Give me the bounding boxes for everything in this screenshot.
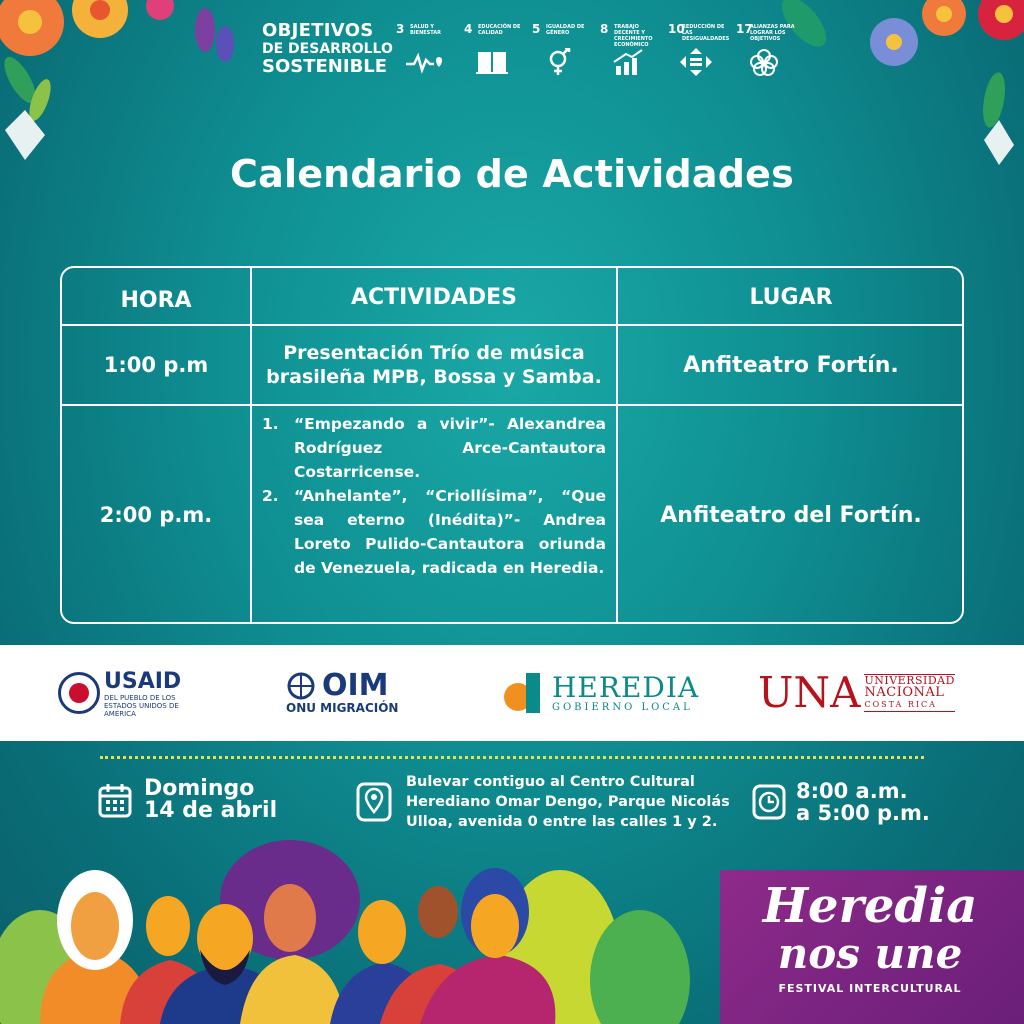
hours-line2: a 5:00 p.m. <box>796 801 930 825</box>
usaid-sub: DEL PUEBLO DE LOS ESTADOS UNIDOS DE AMÉRICA <box>104 693 179 718</box>
list-item <box>262 484 606 580</box>
date-info <box>98 778 277 822</box>
una-sub1: UNIVERSIDAD <box>864 674 955 687</box>
heartbeat-icon <box>404 48 444 76</box>
dotted-divider <box>100 756 924 759</box>
goal-number: 3 <box>396 22 405 36</box>
hours-info <box>752 780 930 824</box>
clock-icon <box>752 784 786 820</box>
una-name: UNA <box>758 668 861 717</box>
page-title: Calendario de Actividades <box>230 152 794 196</box>
people-illustration <box>0 840 720 1024</box>
un-emblem-icon <box>286 671 316 701</box>
festival-line1: Heredia <box>762 878 978 934</box>
header-lugar: LUGAR <box>749 284 833 310</box>
goal-number: 5 <box>532 22 541 36</box>
goal-3 <box>396 22 454 80</box>
heredia-logo <box>496 645 699 741</box>
address-info <box>356 772 730 832</box>
goal-text: REDUCCIÓN DE LAS DESIGUALDADES <box>682 24 730 42</box>
list-number: 1. <box>262 415 279 433</box>
una-sub3: COSTA RICA <box>864 699 954 712</box>
list-text: “Anhelante”, “Criollísima”, “Que sea eterno (Inédita)”- Andrea Loreto Pulido-Cantautora oriunda de Venezuela, radicada en Heredia. <box>294 487 606 577</box>
address-line3: Ulloa, avenida 0 entre las calles 1 y 2. <box>406 814 718 830</box>
hours-line1: 8:00 a.m. <box>796 779 908 803</box>
address-line1: Bulevar contiguo al Centro Cultural <box>406 774 695 790</box>
gender-icon <box>540 48 580 76</box>
flower-pink <box>146 0 174 20</box>
oim-logo <box>286 645 398 741</box>
flowers-top-left <box>0 0 260 170</box>
equality-arrows-icon <box>676 48 716 76</box>
activities-table <box>60 266 964 624</box>
goal-text: SALUD Y BIENESTAR <box>410 24 442 36</box>
goal-17 <box>736 22 794 80</box>
list-item <box>262 412 606 484</box>
row-place: Anfiteatro del Fortín. <box>660 502 922 528</box>
list-number: 2. <box>262 487 279 505</box>
goal-5 <box>532 22 590 80</box>
goal-number: 8 <box>600 22 609 36</box>
usaid-seal-icon <box>58 672 100 714</box>
row-time: 1:00 p.m <box>103 353 209 377</box>
goal-number: 17 <box>736 22 753 36</box>
growth-chart-icon <box>608 48 648 76</box>
usaid-logo <box>58 645 200 741</box>
partnership-flower-icon <box>744 48 784 76</box>
goal-text: TRABAJO DECENTE Y CRECIMIENTO ECONÓMICO <box>614 24 653 48</box>
goals-list <box>396 22 794 80</box>
oim-sub: ONU MIGRACIÓN <box>286 701 399 715</box>
row-time: 2:00 p.m. <box>99 503 213 527</box>
ods-line2: DE DESARROLLO <box>262 41 393 57</box>
heredia-sub: GOBIERNO LOCAL <box>552 701 693 713</box>
book-icon <box>472 48 512 76</box>
goal-8 <box>600 22 658 80</box>
una-sub2: NACIONAL <box>864 685 945 700</box>
goal-text: IGUALDAD DE GÉNERO <box>546 24 585 36</box>
festival-line3: FESTIVAL INTERCULTURAL <box>778 982 962 995</box>
list-text: “Empezando a vivir”- Alexandrea Rodríguez Arce-Cantautora Costarricense. <box>294 415 606 481</box>
table-row <box>62 326 962 406</box>
date-line1: Domingo <box>144 776 255 801</box>
location-pin-icon <box>356 782 392 822</box>
goal-4 <box>464 22 522 80</box>
row-activity: Presentación Trío de música brasileña MPB, Bossa y Samba. <box>266 342 602 388</box>
heredia-name: HEREDIA <box>552 670 700 704</box>
table-row <box>62 406 962 624</box>
calendar-icon <box>98 782 132 818</box>
date-line2: 14 de abril <box>144 798 278 823</box>
festival-logo <box>740 880 1000 995</box>
ods-label <box>262 22 393 76</box>
goal-text: ALIANZAS PARA LOGRAR LOS OBJETIVOS <box>750 24 795 42</box>
address-line2: Herediano Omar Dengo, Parque Nicolás <box>406 794 730 810</box>
festival-line2: nos une <box>777 929 963 978</box>
oim-name: OIM <box>322 668 389 703</box>
ods-line3: SOSTENIBLE <box>262 56 388 77</box>
una-logo <box>758 645 955 741</box>
ods-line1: OBJETIVOS <box>262 20 374 41</box>
activity-list <box>262 412 606 580</box>
goal-text: EDUCACIÓN DE CALIDAD <box>478 24 521 36</box>
header-hora: HORA <box>120 287 192 313</box>
heredia-emblem-icon <box>496 667 548 719</box>
goal-number: 10 <box>668 22 685 36</box>
sponsors-band <box>0 645 1024 741</box>
row-place: Anfiteatro Fortín. <box>683 352 899 378</box>
usaid-name: USAID <box>104 668 182 694</box>
header-actividades: ACTIVIDADES <box>351 284 517 310</box>
table-header <box>62 268 962 326</box>
goal-number: 4 <box>464 22 473 36</box>
goal-10 <box>668 22 730 80</box>
